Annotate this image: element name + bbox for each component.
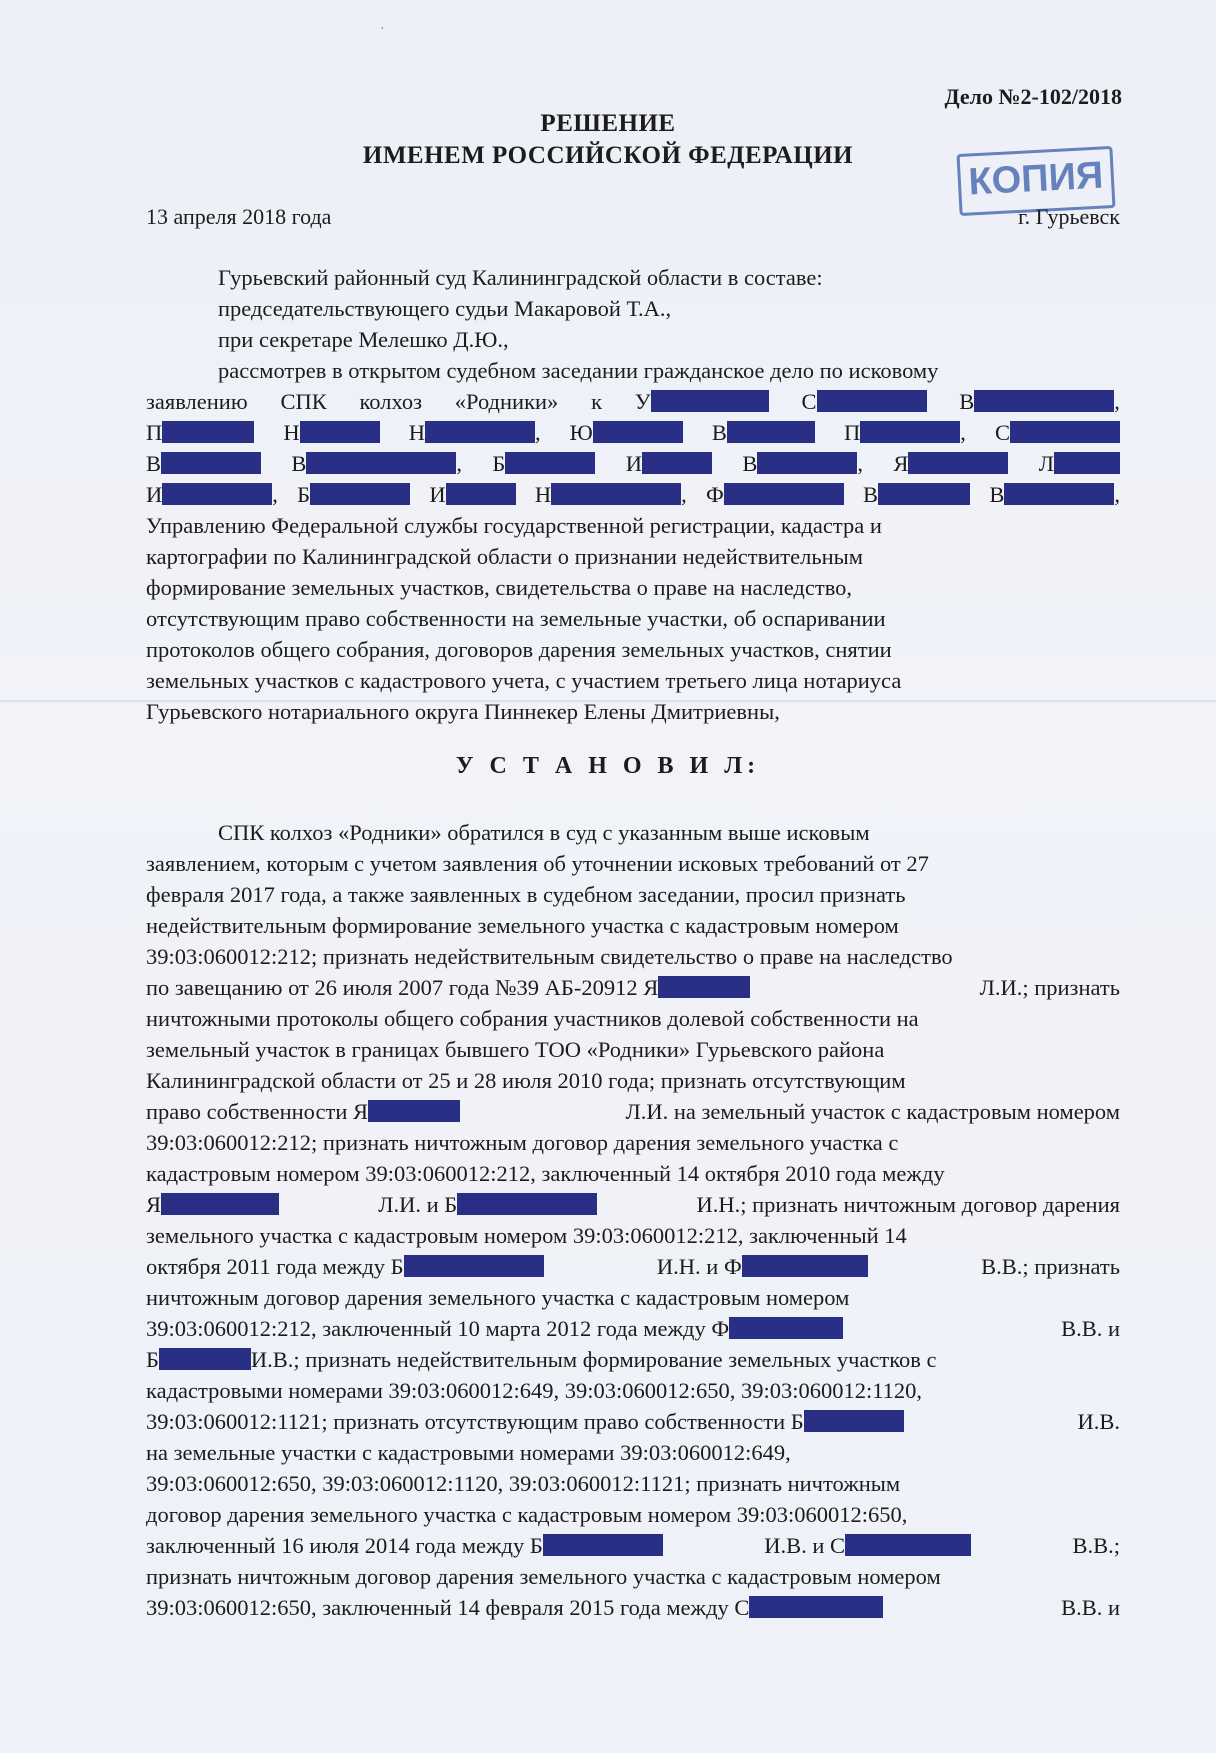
redaction-bar	[742, 1255, 868, 1277]
text-line: отсутствующим право собственности на земельные участки, об оспаривании	[146, 606, 886, 631]
text-line: признать ничтожным договор дарения земельного участка с кадастровым номером	[146, 1564, 941, 1589]
text-line-redacted: 39:03:060012:1121; признать отсутствующим право собственности Б И.В.	[146, 1409, 1120, 1434]
text-line: Управлению Федеральной службы государственной регистрации, кадастра и	[146, 513, 882, 538]
text-line: 39:03:060012:212; признать ничтожным договор дарения земельного участка с	[146, 1130, 899, 1155]
text-line: земельного участка с кадастровым номером 39:03:060012:212, заключенный 14	[146, 1223, 907, 1248]
redaction-bar	[804, 1410, 904, 1432]
redaction-bar	[1054, 452, 1120, 474]
text-line-redacted: октября 2011 года между Б И.Н. и Ф В.В.; признать	[146, 1254, 1120, 1279]
redaction-bar	[161, 1193, 279, 1215]
redaction-bar	[159, 1348, 251, 1370]
redaction-bar	[306, 452, 456, 474]
title-name-of-federation: ИМЕНЕМ РОССИЙСКОЙ ФЕДЕРАЦИИ	[362, 142, 854, 169]
text-line-redacted: П Н Н , Ю В П , С	[146, 417, 1120, 448]
redaction-bar	[757, 452, 857, 474]
redaction-bar	[724, 483, 844, 505]
redaction-bar	[749, 1596, 883, 1618]
text-line: ничтожными протоколы общего собрания участников долевой собственности на	[146, 1006, 919, 1031]
text-line: Гурьевский районный суд Калининградской области в составе:	[218, 265, 823, 290]
redaction-bar	[878, 483, 970, 505]
text-line: при секретаре Мелешко Д.Ю.,	[218, 327, 509, 352]
text-line-redacted: В В , Б И В , Я Л	[146, 448, 1120, 479]
text-line: земельный участок в границах бывшего ТОО «Родники» Гурьевского района	[146, 1037, 885, 1062]
text-line: картографии по Калининградской области о признании недействительным	[146, 544, 863, 569]
date-line	[146, 204, 1120, 230]
text-line-redacted: 39:03:060012:650, заключенный 14 февраля 2015 года между С В.В. и	[146, 1595, 1120, 1620]
redaction-bar	[908, 452, 1008, 474]
text-line: договор дарения земельного участка с кадастровым номером 39:03:060012:650,	[146, 1502, 908, 1527]
text-line: председательствующего судьи Макаровой Т.А.,	[218, 296, 672, 321]
text-line: протоколов общего собрания, договоров дарения земельных участков, снятии	[146, 637, 892, 662]
redaction-bar	[817, 390, 927, 412]
text-line: недействительным формирование земельного участка с кадастровым номером	[146, 913, 899, 938]
text-line: февраля 2017 года, а также заявленных в судебном заседании, просил признать	[146, 882, 906, 907]
redaction-bar	[446, 483, 516, 505]
copy-stamp: КОПИЯ	[956, 146, 1115, 216]
redaction-bar	[161, 452, 261, 474]
text-line-redacted: заключенный 16 июля 2014 года между Б И.В. и С В.В.;	[146, 1533, 1120, 1558]
redaction-bar	[651, 390, 769, 412]
text-line: формирование земельных участков, свидетельства о праве на наследство,	[146, 575, 853, 600]
text-line-redacted: Я Л.И. и Б И.Н.; признать ничтожным договор дарения	[146, 1192, 1120, 1217]
decision-place: г. Гурьевск	[1018, 204, 1120, 229]
body-block	[146, 817, 1120, 1623]
text-line-redacted: И , Б И Н , Ф В В ,	[146, 482, 1120, 507]
text-line-redacted: 39:03:060012:212, заключенный 10 марта 2012 года между Ф В.В. и	[146, 1316, 1120, 1341]
redaction-bar	[642, 452, 712, 474]
redaction-bar	[162, 483, 272, 505]
redaction-bar	[310, 483, 410, 505]
text-line: на земельные участки с кадастровыми номерами 39:03:060012:649,	[146, 1440, 791, 1465]
text-line: Калининградской области от 25 и 28 июля 2010 года; признать отсутствующим	[146, 1068, 906, 1093]
redaction-bar	[551, 483, 681, 505]
redaction-bar	[457, 1193, 597, 1215]
text-line-redacted: право собственности Я Л.И. на земельный участок с кадастровым номером	[146, 1099, 1120, 1124]
text-line: СПК колхоз «Родники» обратился в суд с указанным выше исковым	[218, 820, 870, 845]
redaction-bar	[404, 1255, 544, 1277]
title-decision: РЕШЕНИЕ	[540, 110, 676, 137]
text-line-redacted: заявлению СПК колхоз «Родники» к У С В ,	[146, 389, 1120, 414]
text-line-redacted: Б И.В.; признать недействительным формирование земельных участков с	[146, 1347, 937, 1372]
text-line: 39:03:060012:212; признать недействительным свидетельство о праве на наследство	[146, 944, 953, 969]
redaction-bar	[368, 1100, 460, 1122]
redaction-bar	[658, 976, 750, 998]
redaction-bar	[1010, 421, 1120, 443]
text-line: Гурьевского нотариального округа Пиннекер Елены Дмитриевны,	[146, 699, 780, 724]
redaction-bar	[425, 421, 535, 443]
redaction-bar	[727, 421, 815, 443]
redaction-bar	[974, 390, 1114, 412]
text-line: рассмотрев в открытом судебном заседании гражданское дело по исковому	[218, 358, 939, 383]
redaction-bar	[860, 421, 960, 443]
text-line: земельных участков с кадастрового учета, с участием третьего лица нотариуса	[146, 668, 902, 693]
scan-mark: ·	[380, 22, 385, 37]
redaction-bar	[162, 421, 254, 443]
text-line-redacted: по завещанию от 26 июля 2007 года №39 АБ-20912 Я Л.И.; признать	[146, 975, 1120, 1000]
redaction-bar	[543, 1534, 663, 1556]
established-heading: У С Т А Н О В И Л:	[455, 753, 761, 779]
decision-date: 13 апреля 2018 года	[146, 204, 332, 229]
text-line: 39:03:060012:650, 39:03:060012:1120, 39:03:060012:1121; признать ничтожным	[146, 1471, 901, 1496]
text-line: кадастровыми номерами 39:03:060012:649, 39:03:060012:650, 39:03:060012:1120,	[146, 1378, 923, 1403]
intro-block	[146, 262, 1120, 727]
case-number: Дело №2-102/2018	[944, 84, 1122, 109]
redaction-bar	[300, 421, 380, 443]
redaction-bar	[729, 1317, 843, 1339]
redaction-bar	[505, 452, 595, 474]
text-line: заявлением, которым с учетом заявления об уточнении исковых требований от 27	[146, 851, 929, 876]
redaction-bar	[845, 1534, 971, 1556]
text-line: кадастровым номером 39:03:060012:212, заключенный 14 октября 2010 года между	[146, 1161, 945, 1186]
redaction-bar	[593, 421, 683, 443]
redaction-bar	[1004, 483, 1114, 505]
text-line: ничтожным договор дарения земельного участка с кадастровым номером	[146, 1285, 850, 1310]
